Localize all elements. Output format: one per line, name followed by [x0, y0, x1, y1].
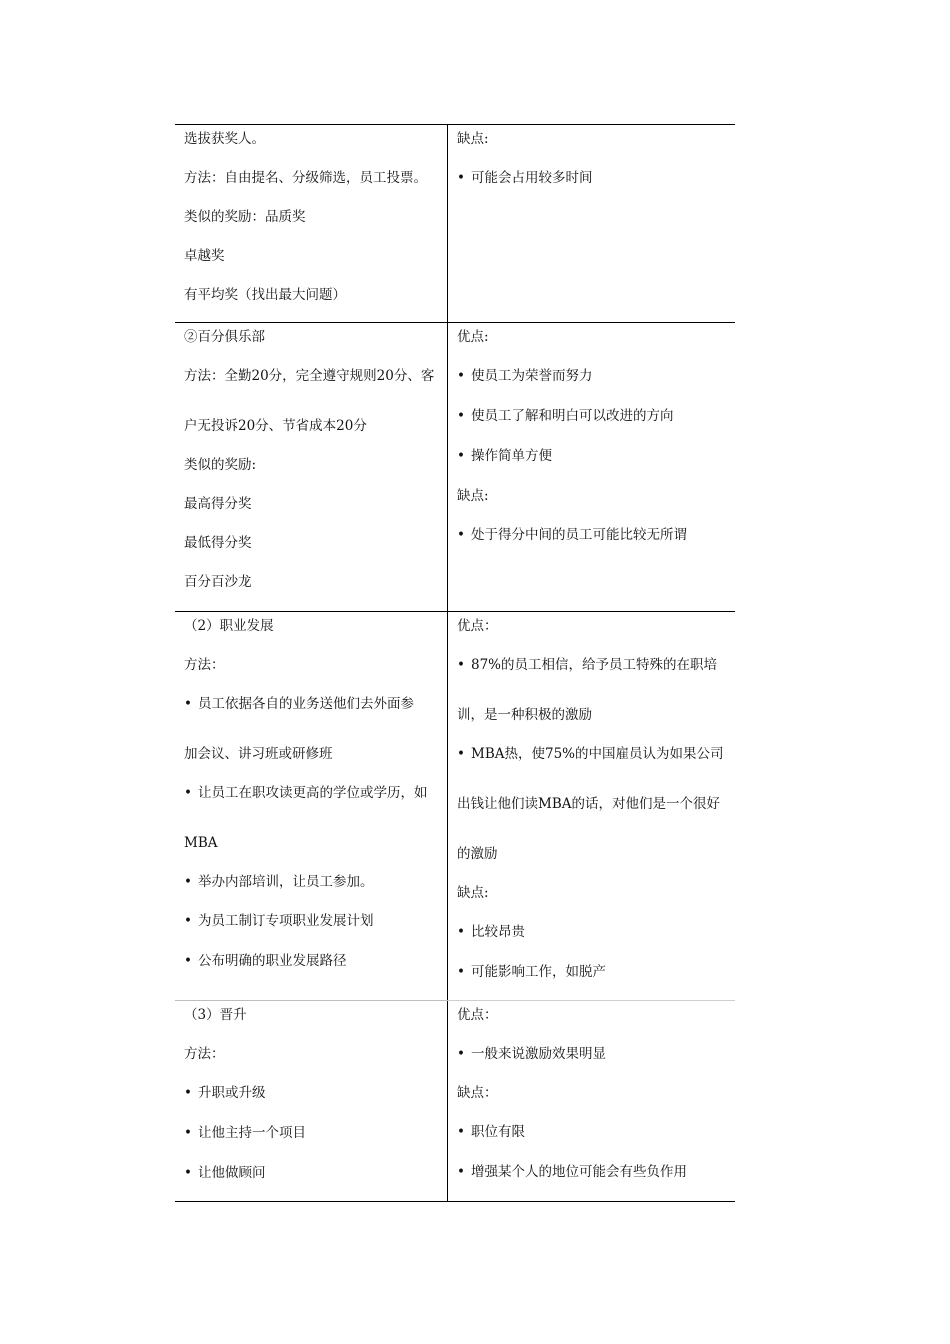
bullet-item: • 公布明确的职业发展路径 — [175, 953, 447, 969]
cell-line: （2）职业发展 — [184, 618, 274, 634]
cell-line: 缺点： — [457, 1085, 498, 1101]
bullet-item: • 87%的员工相信，给予员工特殊的在职培 — [448, 657, 735, 673]
bullet-item: • MBA热，使75%的中国雇员认为如果公司 — [448, 746, 735, 762]
cell-line: 方法： — [184, 657, 225, 673]
bullet-item: • 员工依据各自的业务送他们去外面参 — [175, 696, 447, 712]
cell-line: （3）晋升 — [184, 1007, 247, 1023]
pros-cons-cell — [448, 323, 736, 612]
cell-line: 缺点: — [457, 885, 489, 901]
cell-line: 最高得分奖 — [184, 496, 252, 512]
cell-line: 加会议、讲习班或研修班 — [184, 746, 333, 762]
cell-line: MBA — [184, 835, 218, 851]
cell-line: 的激励 — [457, 846, 498, 862]
method-cell — [175, 323, 448, 612]
pros-cons-cell — [448, 612, 736, 1001]
bullet-item: • 让员工在职攻读更高的学位或学历，如 — [175, 785, 447, 801]
bullet-item: • 让他主持一个项目 — [175, 1125, 447, 1141]
cell-line: 户无投诉20分、节省成本20分 — [184, 418, 367, 434]
bullet-item: • 增强某个人的地位可能会有些负作用 — [448, 1164, 735, 1180]
cell-line: 缺点: — [457, 131, 489, 147]
bullet-item: • 比较昂贵 — [448, 924, 735, 940]
table-row — [175, 125, 735, 323]
cell-line: 方法：全勤20分，完全遵守规则20分、客 — [184, 368, 435, 384]
table-row — [175, 323, 735, 612]
bullet-item: • 为员工制订专项职业发展计划 — [175, 913, 447, 929]
cell-line: 缺点: — [457, 488, 489, 504]
comparison-table — [175, 124, 735, 1202]
cell-line: 类似的奖励：品质奖 — [184, 209, 306, 225]
bullet-item: • 使员工为荣誉而努力 — [448, 368, 735, 384]
bullet-item: • 升职或升级 — [175, 1085, 447, 1101]
bullet-item: • 一般来说激励效果明显 — [448, 1046, 735, 1062]
cell-line: 出钱让他们读MBA的话，对他们是一个很好 — [457, 796, 720, 812]
cell-line: 优点： — [457, 1007, 498, 1023]
pros-cons-cell — [448, 125, 736, 323]
bullet-item: • 可能影响工作，如脱产 — [448, 964, 735, 980]
cell-line: ②百分俱乐部 — [184, 329, 265, 345]
bullet-item: • 使员工了解和明白可以改进的方向 — [448, 408, 735, 424]
pros-cons-cell — [448, 1001, 736, 1202]
cell-line: 最低得分奖 — [184, 535, 252, 551]
cell-line: 优点： — [457, 618, 498, 634]
bullet-item: • 让他做顾问 — [175, 1165, 447, 1181]
table-row — [175, 1001, 735, 1202]
bullet-item: • 处于得分中间的员工可能比较无所谓 — [448, 527, 735, 543]
cell-line: 方法： — [184, 1046, 225, 1062]
cell-line: 训，是一种积极的激励 — [457, 707, 592, 723]
cell-line: 方法：自由提名、分级筛选，员工投票。 — [184, 170, 427, 186]
method-cell — [175, 612, 448, 1001]
cell-line: 有平均奖（找出最大问题） — [184, 287, 346, 303]
cell-line: 百分百沙龙 — [184, 574, 252, 590]
bullet-item: • 可能会占用较多时间 — [448, 170, 735, 186]
bullet-item: • 举办内部培训，让员工参加。 — [175, 874, 447, 890]
table-row — [175, 612, 735, 1001]
cell-line: 类似的奖励: — [184, 457, 257, 473]
cell-line: 选拔获奖人。 — [184, 131, 265, 147]
method-cell — [175, 1001, 448, 1202]
bullet-item: • 操作简单方便 — [448, 448, 735, 464]
cell-line: 优点: — [457, 329, 489, 345]
method-cell — [175, 125, 448, 323]
bullet-item: • 职位有限 — [448, 1124, 735, 1140]
cell-line: 卓越奖 — [184, 248, 225, 264]
